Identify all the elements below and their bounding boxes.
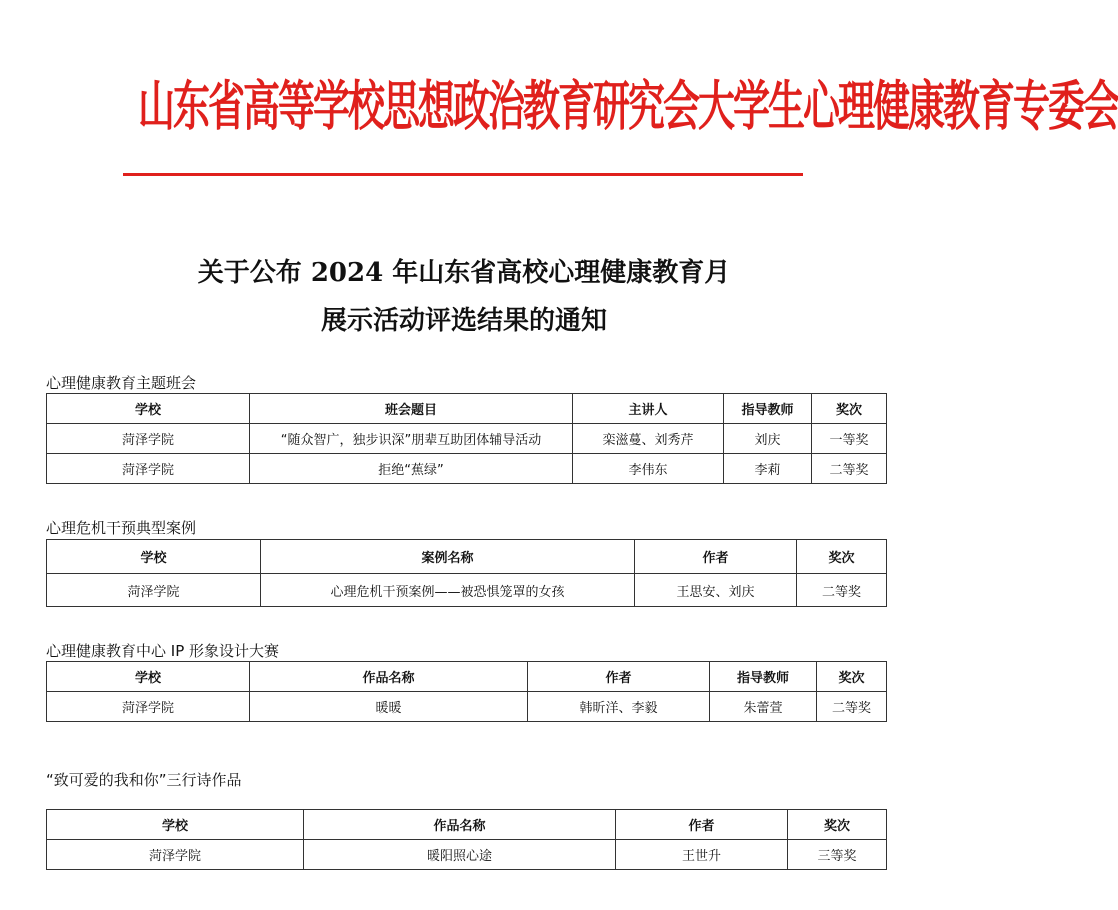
header-cell: 作者 — [616, 810, 788, 840]
header-divider — [123, 173, 803, 176]
table-cell: 二等奖 — [817, 692, 887, 722]
table-header-row — [47, 810, 887, 840]
header-cell: 作者 — [635, 540, 797, 574]
table-row — [47, 574, 887, 607]
table-row — [47, 454, 887, 484]
table-cell: 王世升 — [616, 840, 788, 870]
header-cell: 奖次 — [812, 394, 887, 424]
table-cell: 李伟东 — [573, 454, 724, 484]
table-row — [47, 692, 887, 722]
header-cell: 学校 — [47, 662, 250, 692]
section-title-crisis-cases: 心理危机干预典型案例 — [46, 519, 197, 537]
header-cell: 作者 — [528, 662, 710, 692]
class-meeting-table — [46, 393, 887, 484]
header-cell: 奖次 — [788, 810, 887, 840]
table-cell: 菏泽学院 — [47, 574, 261, 607]
header-cell: 学校 — [47, 394, 250, 424]
section-title-poetry: “致可爱的我和你”三行诗作品 — [46, 771, 242, 789]
table-header-row — [47, 540, 887, 574]
section-title-class-meeting: 心理健康教育主题班会 — [46, 374, 197, 392]
table-cell: 二等奖 — [812, 454, 887, 484]
table-cell: “随众智广，独步识深”朋辈互助团体辅导活动 — [250, 424, 573, 454]
table-cell: 三等奖 — [788, 840, 887, 870]
organization-header: 山东省高等学校思想政治教育研究会大学生心理健康教育专委会 — [138, 73, 1118, 138]
table-row — [47, 840, 887, 870]
header-cell: 指导教师 — [710, 662, 817, 692]
table-cell: 王思安、刘庆 — [635, 574, 797, 607]
header-cell: 奖次 — [817, 662, 887, 692]
table-cell: 暖暖 — [250, 692, 528, 722]
table-cell: 二等奖 — [797, 574, 887, 607]
header-cell: 班会题目 — [250, 394, 573, 424]
header-cell: 案例名称 — [261, 540, 635, 574]
table-header-row — [47, 662, 887, 692]
table-cell: 朱蕾萱 — [710, 692, 817, 722]
section-title-ip-design: 心理健康教育中心 IP 形象设计大赛 — [46, 642, 280, 660]
header-cell: 学校 — [47, 540, 261, 574]
header-cell: 指导教师 — [724, 394, 812, 424]
table-cell: 拒绝“蕉绿” — [250, 454, 573, 484]
table-cell: 菏泽学院 — [47, 424, 250, 454]
table-cell: 菏泽学院 — [47, 454, 250, 484]
header-cell: 作品名称 — [304, 810, 616, 840]
table-cell: 菏泽学院 — [47, 840, 304, 870]
table-cell: 刘庆 — [724, 424, 812, 454]
table-row — [47, 424, 887, 454]
table-cell: 栾滋蔓、刘秀芹 — [573, 424, 724, 454]
header-cell: 奖次 — [797, 540, 887, 574]
table-cell: 暖阳照心途 — [304, 840, 616, 870]
poetry-table — [46, 809, 887, 870]
document-title-line-1: 关于公布 2024 年山东省高校心理健康教育月 — [197, 258, 731, 288]
ip-design-table — [46, 661, 887, 722]
table-cell: 李莉 — [724, 454, 812, 484]
header-cell: 主讲人 — [573, 394, 724, 424]
crisis-cases-table — [46, 539, 887, 607]
table-cell: 韩昕洋、李毅 — [528, 692, 710, 722]
document-title-line-2: 展示活动评选结果的通知 — [320, 306, 607, 336]
table-header-row — [47, 394, 887, 424]
table-cell: 心理危机干预案例——被恐惧笼罩的女孩 — [261, 574, 635, 607]
header-cell: 学校 — [47, 810, 304, 840]
header-cell: 作品名称 — [250, 662, 528, 692]
table-cell: 一等奖 — [812, 424, 887, 454]
table-cell: 菏泽学院 — [47, 692, 250, 722]
